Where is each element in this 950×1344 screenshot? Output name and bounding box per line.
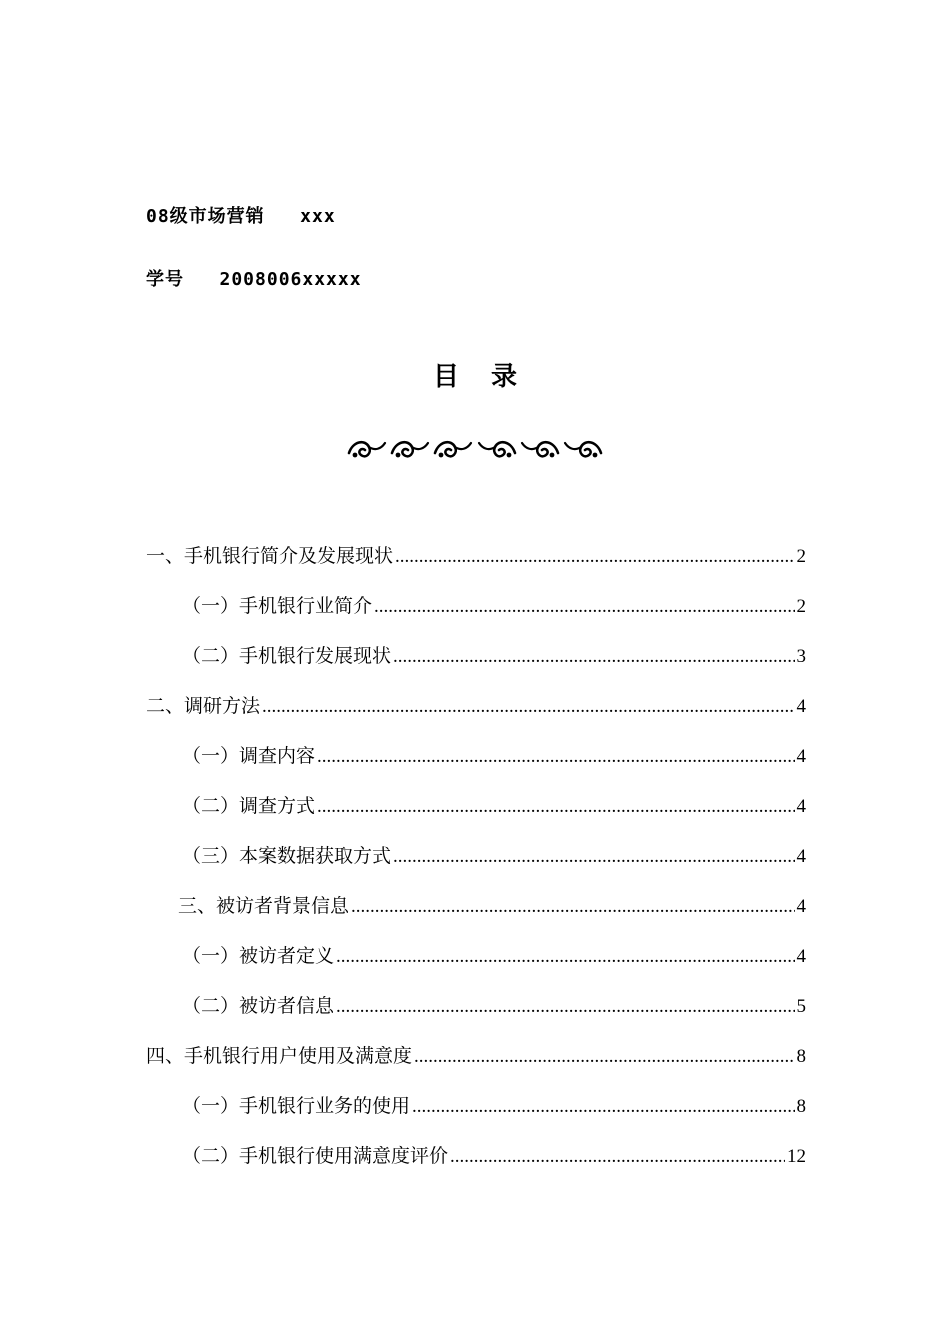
toc-entry-page-number: 5 [796, 996, 806, 1017]
toc-entry-page-number: 4 [796, 896, 806, 917]
toc-entry[interactable] [146, 890, 806, 940]
toc-entry[interactable] [146, 990, 806, 1040]
student-id-line: 学号 2008006xxxxx [146, 269, 362, 290]
toc-dot-leader [412, 1091, 794, 1123]
toc-dot-leader [395, 541, 794, 573]
toc-entry-page-number: 8 [796, 1046, 806, 1067]
toc-entry-label: （二）手机银行使用满意度评价 [182, 1145, 449, 1167]
toc-entry-page-number: 3 [796, 646, 806, 667]
toc-entry-page-number: 4 [796, 846, 806, 867]
decorative-ornament-icon [345, 432, 605, 462]
toc-entry-page-number: 4 [796, 746, 806, 767]
toc-dot-leader [374, 591, 794, 623]
toc-entry-label: （二）被访者信息 [182, 995, 335, 1017]
toc-dot-leader [351, 891, 794, 923]
toc-entry-label: 三、被访者背景信息 [178, 895, 350, 917]
toc-entry-page-number: 2 [796, 596, 806, 617]
toc-entry[interactable] [146, 1090, 806, 1140]
toc-dot-leader [317, 791, 794, 823]
toc-title: 目录 [432, 362, 549, 392]
toc-entry-page-number: 2 [796, 546, 806, 567]
toc-entry[interactable] [146, 590, 806, 640]
toc-entry-label: （一）手机银行业务的使用 [182, 1095, 411, 1117]
toc-entry-label: 一、手机银行简介及发展现状 [146, 545, 394, 567]
table-of-contents [146, 540, 806, 1190]
student-major-line: 08级市场营销 xxx [146, 206, 336, 227]
toc-entry[interactable] [146, 1140, 806, 1190]
toc-dot-leader [336, 991, 794, 1023]
toc-entry-page-number: 4 [796, 946, 806, 967]
toc-entry[interactable] [146, 540, 806, 590]
toc-entry[interactable] [146, 740, 806, 790]
toc-entry[interactable] [146, 940, 806, 990]
toc-entry[interactable] [146, 1040, 806, 1090]
toc-dot-leader [414, 1041, 794, 1073]
toc-entry[interactable] [146, 840, 806, 890]
toc-entry-label: （二）手机银行发展现状 [182, 645, 392, 667]
toc-dot-leader [393, 641, 794, 673]
toc-entry-label: （一）手机银行业简介 [182, 595, 373, 617]
toc-entry[interactable] [146, 640, 806, 690]
toc-entry-label: 二、调研方法 [146, 695, 261, 717]
toc-entry-label: 四、手机银行用户使用及满意度 [146, 1045, 413, 1067]
toc-dot-leader [262, 691, 794, 723]
toc-dot-leader [450, 1141, 785, 1173]
toc-entry-label: （一）调查内容 [182, 745, 316, 767]
toc-entry[interactable] [146, 790, 806, 840]
toc-entry-page-number: 4 [796, 696, 806, 717]
toc-entry-label: （一）被访者定义 [182, 945, 335, 967]
toc-dot-leader [393, 841, 794, 873]
toc-dot-leader [336, 941, 794, 973]
toc-entry-page-number: 12 [787, 1146, 806, 1167]
toc-entry-label: （二）调查方式 [182, 795, 316, 817]
toc-entry-page-number: 4 [796, 796, 806, 817]
toc-dot-leader [317, 741, 794, 773]
toc-entry[interactable] [146, 690, 806, 740]
toc-entry-label: （三）本案数据获取方式 [182, 845, 392, 867]
toc-entry-page-number: 8 [796, 1096, 806, 1117]
